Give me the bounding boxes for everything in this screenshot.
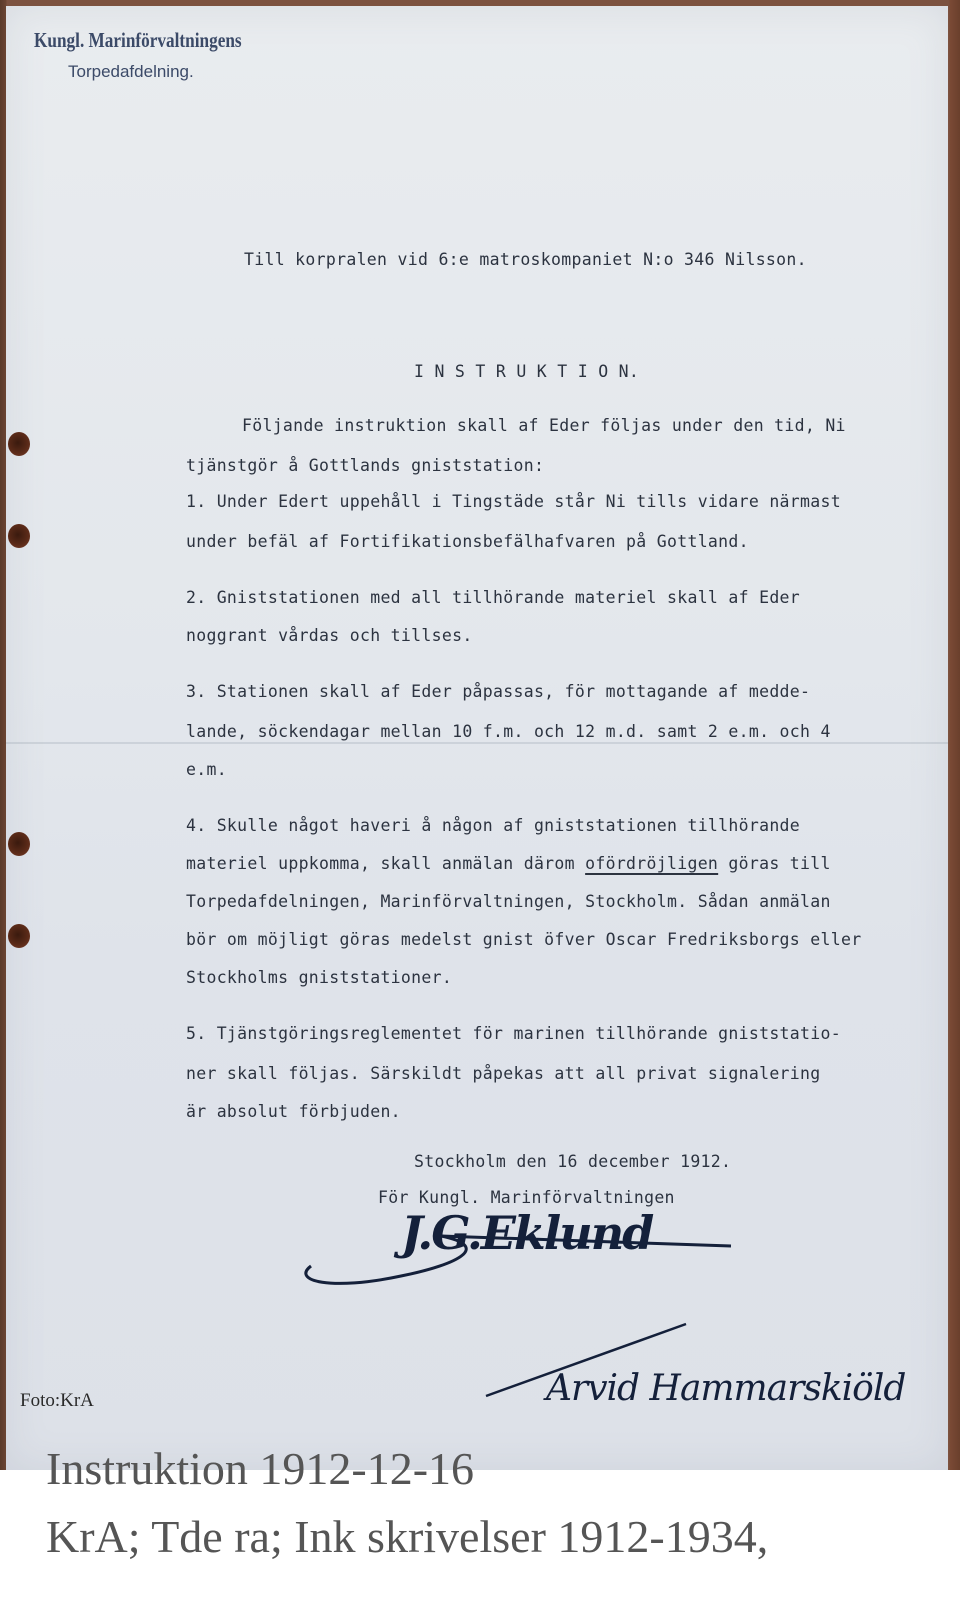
item-4-line: 4. Skulle något haveri å någon af gniststationen tillhörande: [186, 816, 801, 835]
caption-line-1: Instruktion 1912-12-16: [46, 1443, 475, 1494]
punch-hole: [8, 432, 30, 456]
punch-hole: [8, 924, 30, 948]
item-2-line: noggrant vårdas och tillses.: [186, 626, 473, 645]
item-2-line: 2. Gniststationen med all tillhörande materiel skall af Eder: [186, 588, 801, 607]
signature-1: J.G.Eklund: [401, 1206, 653, 1260]
item-5-line: är absolut förbjuden.: [186, 1102, 401, 1121]
document-title: I N S T R U K T I O N.: [414, 362, 640, 381]
item-4-line: bör om möjligt göras medelst gnist öfver Oscar Fredriksborgs eller: [186, 930, 862, 949]
underlined-word: ofördröjligen: [585, 854, 719, 873]
item-3-line: e.m.: [186, 760, 227, 779]
item-5-line: ner skall följas. Särskildt påpekas att all privat signalering: [186, 1064, 821, 1083]
place-date: Stockholm den 16 december 1912.: [414, 1152, 732, 1171]
photo-credit: Foto:KrA: [20, 1390, 94, 1411]
item-4-text: göras till: [718, 854, 831, 873]
item-1-line: under befäl af Fortifikationsbefälhafvaren på Gottland.: [186, 532, 749, 551]
item-5-line: 5. Tjänstgöringsreglementet för marinen tillhörande gniststatio-: [186, 1024, 841, 1043]
item-4-line: Torpedafdelningen, Marinförvaltningen, Stockholm. Sådan anmälan: [186, 892, 831, 911]
item-4-line: [186, 854, 831, 873]
signing-authority: För Kungl. Marinförvaltningen: [378, 1188, 675, 1207]
stamp-line-1: Kungl. Marinförvaltningens: [34, 28, 242, 52]
intro-line: tjänstgör å Gottlands gniststation:: [186, 456, 545, 475]
item-3-line: lande, söckendagar mellan 10 f.m. och 12 m.d. samt 2 e.m. och 4: [186, 722, 831, 741]
addressee: Till korpralen vid 6:e matroskompaniet N:o 346 Nilsson.: [244, 250, 807, 269]
item-1-line: 1. Under Edert uppehåll i Tingstäde står Ni tills vidare närmast: [186, 492, 841, 511]
stamp-line-2: Torpedafdelning.: [68, 62, 194, 81]
intro-line: Följande instruktion skall af Eder följas under den tid, Ni: [242, 416, 846, 435]
paper-sheet: [6, 6, 948, 1470]
paper-fold-line: [6, 742, 948, 744]
caption-line-2: KrA; Tde ra; Ink skrivelser 1912-1934,: [46, 1511, 769, 1562]
item-4-line: Stockholms gniststationer.: [186, 968, 453, 987]
punch-hole: [8, 524, 30, 548]
item-3-line: 3. Stationen skall af Eder påpassas, för mottagande af medde-: [186, 682, 811, 701]
item-4-text: materiel uppkomma, skall anmälan därom: [186, 854, 586, 873]
punch-hole: [8, 832, 30, 856]
signature-2: Arvid Hammarskiöld: [546, 1368, 906, 1409]
